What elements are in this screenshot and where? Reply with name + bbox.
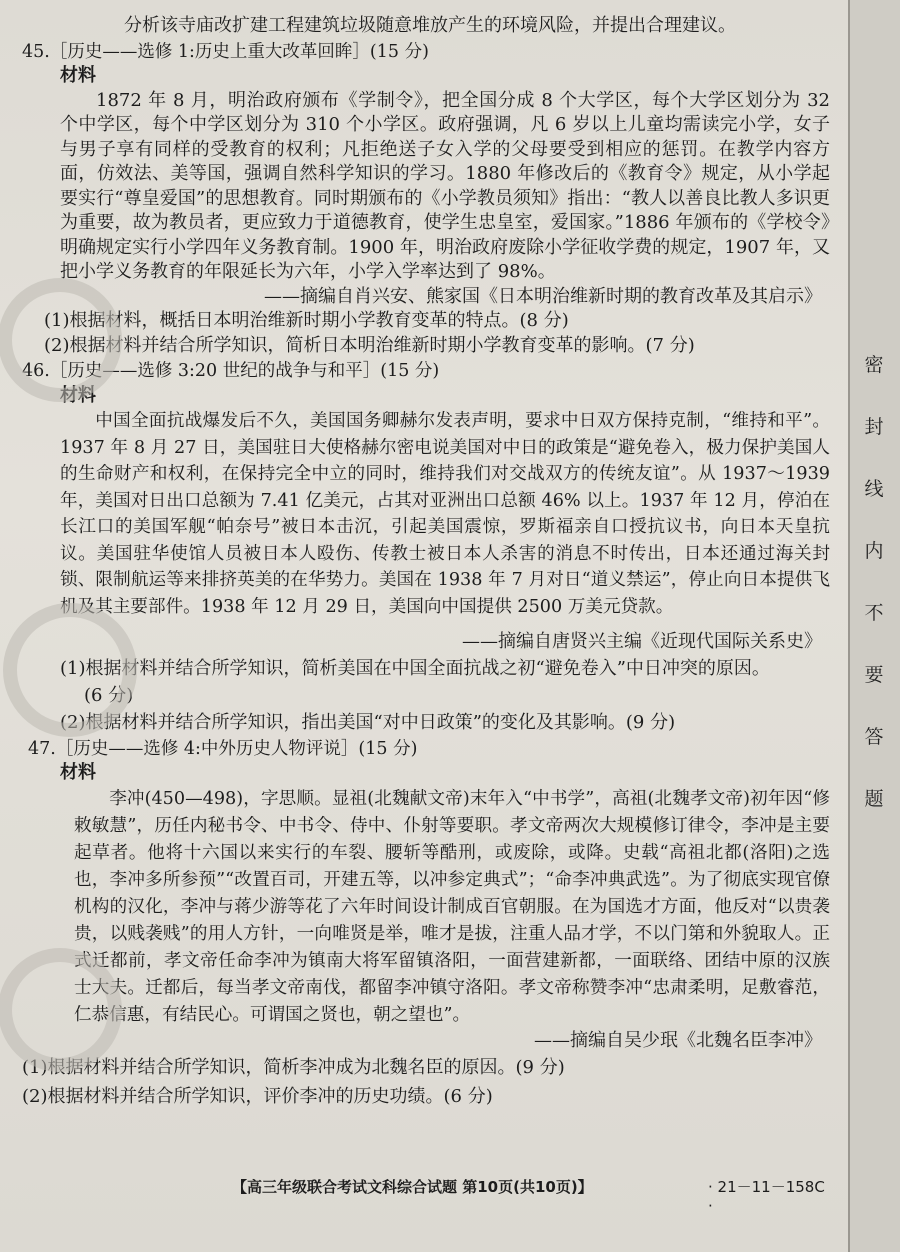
question-45 bbox=[22, 40, 830, 359]
seal-char: 答 bbox=[864, 726, 884, 748]
footer-code: · 21－11－158C · bbox=[708, 1178, 825, 1215]
question-46 bbox=[22, 359, 830, 736]
question-47-title: 47.［历史——选修 4:中外历史人物评说］(15 分) bbox=[28, 738, 418, 759]
question-45-material-label: 材料 bbox=[60, 65, 96, 86]
question-47-sub-1: (1)根据材料并结合所学知识，简析李冲成为北魏名臣的原因。(9 分) bbox=[22, 1057, 565, 1078]
seal-line-band bbox=[848, 0, 900, 1252]
question-45-sub-2: (2)根据材料并结合所学知识，简析日本明治维新时期小学教育变革的影响。(7 分) bbox=[44, 334, 695, 356]
footer-title: 【高三年级联合考试文科综合试题 第10页(共10页)】 bbox=[232, 1178, 593, 1196]
question-47-material-text: 李冲(450—498)，字思顺。显祖(北魏献文帝)末年入“中书学”，高祖(北魏孝文帝)初年因“修敕敏慧”，历任内秘书令、中书令、侍中、仆射等要职。孝文帝两次大规模修订律令，李冲是主要起草者。他将十六国以来实行的车裂、腰斩等酷刑，或废除，或降。史载“高祖北都(洛阳)之选也，李冲多所参预”“改置百司，开建五等，以冲参定典式”；“命李冲典武选”。为了彻底实现官僚机构的汉化，李冲与蒋少游等花了六年时间设计制成百官朝服。在为国选才方面，他反对“以贵袭贵，以贱袭贱”的用人方针，一向唯贤是举，唯才是拔，注重人品才学，不以门第和外貌取人。正式迁都前，孝文帝任命李冲为镇南大将军留镇洛阳，一面营建新都，一面联络、团结中原的汉族士大夫。迁都后，每当孝文帝南伐，都留李冲镇守洛阳。孝文帝称赞李冲“忠肃柔明，足敷睿范，仁恭信惠，有结民心。可谓国之贤也，朝之望也”。 bbox=[74, 788, 830, 1025]
previous-question-tail: 分析该寺庙改扩建工程建筑垃圾随意堆放产生的环境风险，并提出合理建议。 bbox=[124, 15, 736, 36]
page-content bbox=[22, 14, 830, 1111]
seal-char: 不 bbox=[864, 602, 884, 624]
seal-char: 封 bbox=[864, 416, 884, 438]
page-footer bbox=[232, 1176, 832, 1215]
question-46-sub-2: (2)根据材料并结合所学知识，指出美国“对中日政策”的变化及其影响。(9 分) bbox=[60, 711, 676, 733]
question-46-material-label: 材料 bbox=[60, 384, 96, 406]
question-46-sub-1-score: (6 分) bbox=[84, 684, 134, 706]
question-45-sub-1: (1)根据材料，概括日本明治维新时期小学教育变革的特点。(8 分) bbox=[44, 310, 569, 331]
question-46-material-text: 中国全面抗战爆发后不久，美国国务卿赫尔发表声明，要求中日双方保持克制，“维持和平”。1937 年 8 月 27 日，美国驻日大使格赫尔密电说美国对中日的政策是“避免卷入，极力保护美国人的生命财产和权利，在保持完全中立的同时，维持我们对交战双方的传统友谊”。从 1937～1939 年，美国对日出口总额为 7.41 亿美元，占其对亚洲出口总额 46% 以上。1937 年 12 月，停泊在长江口的美国军舰“帕奈号”被日本击沉，引起美国震惊，罗斯福亲自口授抗议书，向日本天皇抗议。美国驻华使馆人员被日本人殴伤、传教士被日本人杀害的消息不时传出，日本还通过海关封锁、限制航运等来排挤英美的在华势力。美国在 1938 年 7 月对日“道义禁运”，停止向日本提供飞机及其主要部件。1938 年 12 月 29 日，美国向中国提供 2500 万美元贷款。 bbox=[60, 411, 830, 617]
seal-char: 线 bbox=[864, 478, 884, 500]
question-46-title: 46.［历史——选修 3:20 世纪的战争与和平］(15 分) bbox=[22, 361, 440, 381]
question-46-sub-1: (1)根据材料并结合所学知识，简析美国在中国全面抗战之初“避免卷入”中日冲突的原因。 bbox=[60, 657, 770, 679]
question-45-source: ——摘编自肖兴安、熊家国《日本明治维新时期的教育改革及其启示》 bbox=[264, 285, 822, 307]
question-45-material-text: 1872 年 8 月，明治政府颁布《学制令》，把全国分成 8 个大学区，每个大学区划分为 32 个中学区，每个中学区划分为 310 个小学区。政府强调，凡 6 岁以上儿童均需读完小学，女子与男子享有同样的受教育的权利；凡拒绝送子女入学的父母要受到相应的惩罚。在教学内容方面，仿效法、美等国，强调自然科学知识的学习。1880 年修改后的《教育令》规定，从小学起要实行“尊皇爱国”的思想教育。同时期颁布的《小学教员须知》指出：“教人以善良比教人多识更为重要，故为教员者，更应致力于道德教育，使学生忠皇室，爱国家。”1886 年颁布的《学校令》明确规定实行小学四年义务教育制。1900 年，明治政府废除小学征收学费的规定，1907 年，又把小学义务教育的年限延长为六年，小学入学率达到了 98%。 bbox=[60, 89, 830, 282]
question-47-material-label: 材料 bbox=[60, 762, 96, 783]
seal-char: 内 bbox=[864, 540, 884, 562]
question-47 bbox=[22, 737, 830, 1112]
seal-char: 要 bbox=[864, 664, 884, 686]
question-47-sub-2: (2)根据材料并结合所学知识，评价李冲的历史功绩。(6 分) bbox=[22, 1086, 493, 1107]
question-46-source: ——摘编自唐贤兴主编《近现代国际关系史》 bbox=[462, 631, 822, 652]
seal-char: 密 bbox=[864, 354, 884, 376]
seal-char: 题 bbox=[864, 788, 884, 810]
question-47-source: ——摘编自吴少珉《北魏名臣李冲》 bbox=[534, 1029, 822, 1051]
question-45-title: 45.［历史——选修 1:历史上重大改革回眸］(15 分) bbox=[22, 41, 429, 62]
